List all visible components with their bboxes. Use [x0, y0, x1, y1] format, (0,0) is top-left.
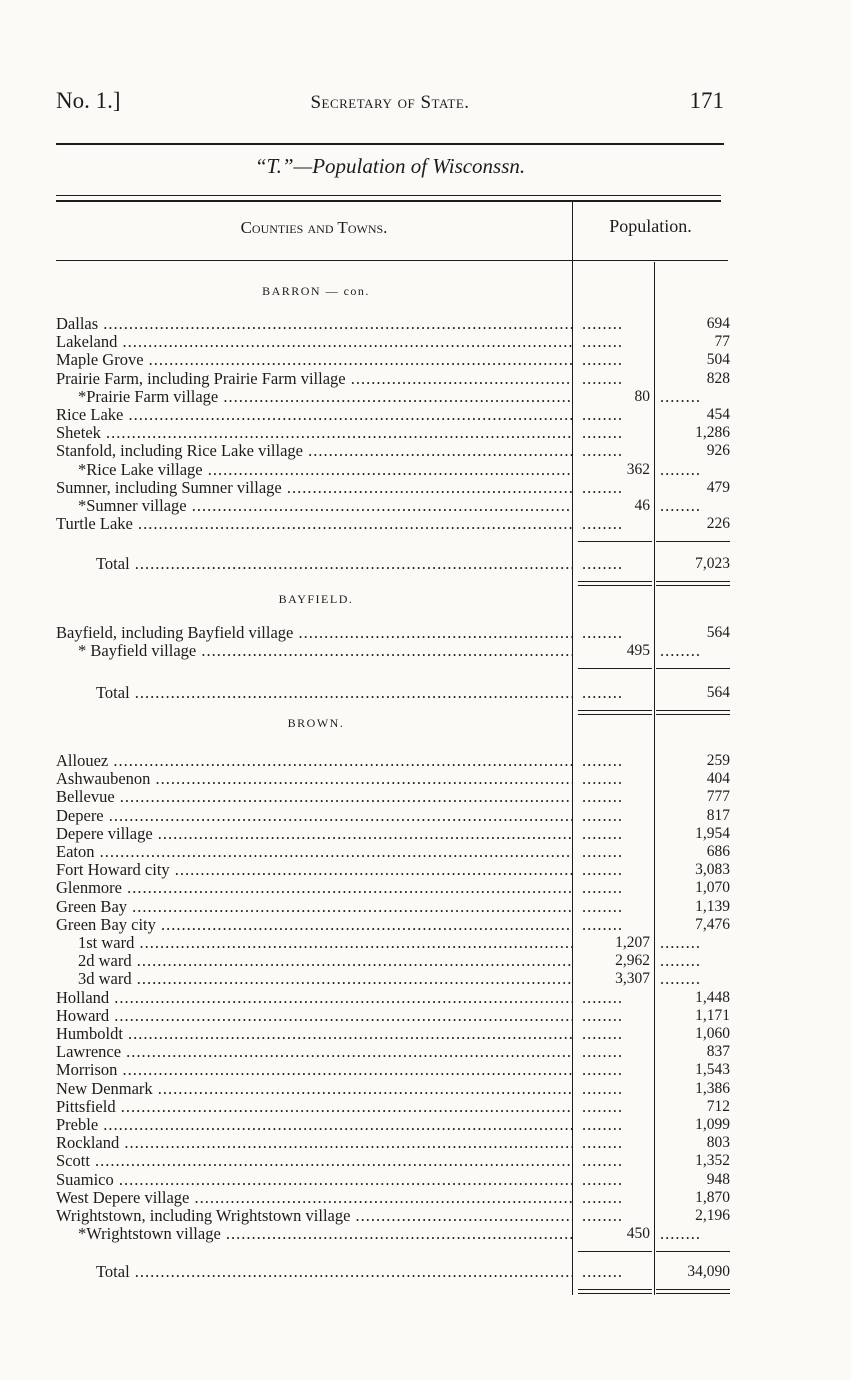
row-label: Stanfold, including Rice Lake village .....: [56, 442, 572, 460]
total-row: [56, 684, 730, 702]
leader-dots: ........: [582, 1006, 623, 1025]
leader-dots: ........: [582, 1025, 623, 1043]
table-row: [56, 624, 730, 642]
village-population: 3,307: [615, 970, 650, 988]
leader-dots: ........: [582, 1263, 623, 1282]
row-label: Depere .....: [56, 807, 572, 825]
leader-dots: ........: [582, 915, 623, 934]
table-row: [56, 1152, 730, 1170]
table-top-rule: [56, 195, 721, 196]
leader-dots: ........: [660, 970, 701, 989]
town-population: 226: [706, 515, 730, 533]
leader-dots: ........: [582, 752, 623, 770]
leader-dots: ........: [582, 684, 623, 703]
town-population: 1,070: [695, 879, 730, 897]
row-label: Bayfield, including Bayfield village .....: [56, 624, 572, 642]
table-row: [56, 788, 730, 806]
row-label: Fort Howard city .....: [56, 861, 572, 879]
town-population: 2,196: [695, 1207, 730, 1224]
leader-dots: ........: [582, 1097, 623, 1116]
table-row: [56, 442, 730, 460]
section-heading: BARRON — con.: [262, 284, 370, 298]
table-row: [56, 1189, 730, 1207]
leader-dots: ........: [582, 555, 623, 574]
subtotal-rule: [578, 541, 652, 542]
subtotal-rule: [656, 668, 730, 669]
table-row: [56, 1007, 730, 1025]
table-row: [56, 515, 730, 533]
total-row: [56, 555, 730, 573]
row-label: Shetek .....: [56, 424, 572, 442]
town-population: 803: [706, 1134, 730, 1152]
document-number: No. 1.]: [56, 88, 121, 113]
leader-dots: ........: [582, 879, 623, 898]
town-population: 694: [706, 315, 730, 332]
table-row: [56, 861, 730, 879]
town-population: 504: [706, 351, 730, 369]
table-row: [56, 497, 730, 515]
leader-dots: ........: [582, 788, 623, 807]
row-label: *Sumner village .....: [78, 497, 572, 515]
table-row: [56, 843, 730, 861]
town-population: 1,286: [695, 424, 730, 442]
row-label: Morrison .....: [56, 1061, 572, 1079]
leader-dots: ........: [582, 624, 623, 642]
row-label: Humboldt .....: [56, 1025, 572, 1043]
village-population: 495: [626, 642, 650, 660]
table-row: [56, 315, 730, 333]
double-rule-top: [578, 710, 652, 711]
subtotal-rule: [656, 1251, 730, 1252]
row-label: West Depere village .....: [56, 1189, 572, 1207]
row-label: Prairie Farm, including Prairie Farm village .....: [56, 370, 572, 388]
row-label: Turtle Lake .....: [56, 515, 572, 533]
table-row: [56, 752, 730, 770]
section-heading: BAYFIELD.: [278, 592, 354, 606]
leader-dots: ........: [582, 369, 623, 388]
table-row: [56, 351, 730, 369]
double-rule-top: [578, 1289, 652, 1290]
total-value: 34,090: [687, 1263, 730, 1281]
row-label: Rice Lake .....: [56, 406, 572, 424]
table-row: [56, 388, 730, 406]
total-label: Total .....: [96, 684, 572, 702]
leader-dots: ........: [582, 1188, 623, 1207]
row-label: * Bayfield village .....: [78, 642, 572, 660]
leader-dots: ........: [582, 333, 623, 352]
table-row: [56, 898, 730, 916]
page-number: 171: [689, 88, 724, 113]
leader-dots: ........: [660, 460, 701, 479]
town-population: 404: [706, 770, 730, 788]
town-population: 1,171: [695, 1006, 730, 1024]
table-row: [56, 1171, 730, 1189]
town-population: 837: [706, 1043, 730, 1061]
table-row: [56, 370, 730, 388]
leader-dots: ........: [582, 1134, 623, 1153]
leader-dots: ........: [582, 515, 623, 534]
subtotal-rule: [578, 668, 652, 669]
town-population: 828: [706, 369, 730, 387]
table-row: [56, 916, 730, 934]
town-population: 77: [714, 333, 730, 351]
leader-dots: ........: [582, 806, 623, 825]
row-label: Allouez .....: [56, 752, 572, 770]
table-row: [56, 770, 730, 788]
row-label: 3d ward .....: [78, 970, 572, 988]
row-label: Lawrence .....: [56, 1043, 572, 1061]
section-heading: BROWN.: [287, 716, 345, 730]
leader-dots: ........: [582, 843, 623, 861]
leader-dots: ........: [582, 1043, 623, 1062]
town-population: 712: [706, 1097, 730, 1115]
leader-dots: ........: [582, 1061, 623, 1080]
town-population: 777: [706, 788, 730, 806]
row-label: Pittsfield .....: [56, 1098, 572, 1116]
leader-dots: ........: [582, 770, 623, 789]
double-rule-top: [578, 581, 652, 582]
leader-dots: ........: [582, 478, 623, 497]
table-row: [56, 1207, 730, 1225]
town-population: 1,352: [695, 1152, 730, 1170]
town-population: 1,386: [695, 1079, 730, 1097]
row-label: Howard .....: [56, 1007, 572, 1025]
column-header-population: Population.: [609, 216, 692, 236]
table-row: [56, 1134, 730, 1152]
leader-dots: ........: [582, 1079, 623, 1098]
table-row: [56, 1061, 730, 1079]
town-population: 1,099: [695, 1116, 730, 1133]
town-population: 948: [706, 1170, 730, 1188]
row-label: Depere village .....: [56, 825, 572, 843]
column-divider: [654, 262, 655, 1295]
table-row: [56, 879, 730, 897]
row-label: Maple Grove .....: [56, 351, 572, 369]
leader-dots: ........: [582, 1207, 623, 1225]
town-population: 1,954: [695, 824, 730, 842]
double-rule-bottom: [656, 714, 730, 715]
town-population: 3,083: [695, 861, 730, 879]
village-population: 80: [634, 387, 650, 405]
leader-dots: ........: [582, 351, 623, 370]
town-population: 479: [706, 478, 730, 496]
row-label: Holland .....: [56, 989, 572, 1007]
row-label: New Denmark .....: [56, 1080, 572, 1098]
row-label: 1st ward .....: [78, 934, 572, 952]
row-label: Rockland .....: [56, 1134, 572, 1152]
leader-dots: ........: [660, 387, 701, 406]
town-population: 926: [706, 442, 730, 460]
leader-dots: ........: [582, 861, 623, 880]
table-title: “T.”—Population of Wisconssn.: [254, 154, 526, 178]
leader-dots: ........: [660, 642, 701, 661]
table-row: [56, 807, 730, 825]
row-label: Ashwaubenon .....: [56, 770, 572, 788]
total-value: 7,023: [695, 555, 730, 573]
table-row: [56, 424, 730, 442]
total-label: Total .....: [96, 555, 572, 573]
leader-dots: ........: [582, 897, 623, 916]
town-population: 1,139: [695, 897, 730, 915]
row-label: *Rice Lake village .....: [78, 461, 572, 479]
row-label: *Prairie Farm village .....: [78, 388, 572, 406]
double-rule-bottom: [578, 1293, 652, 1294]
row-label: 2d ward .....: [78, 952, 572, 970]
column-header-counties: Counties and Towns.: [240, 218, 388, 237]
leader-dots: ........: [582, 1116, 623, 1134]
town-population: 1,448: [695, 988, 730, 1006]
row-label: Wrightstown, including Wrightstown village .....: [56, 1207, 572, 1225]
leader-dots: ........: [660, 1225, 701, 1244]
table-row: [56, 1080, 730, 1098]
town-population: 1,543: [695, 1061, 730, 1079]
double-rule-bottom: [578, 714, 652, 715]
table-row: [56, 461, 730, 479]
leader-dots: ........: [582, 424, 623, 443]
village-population: 362: [626, 460, 650, 478]
row-label: Green Bay .....: [56, 898, 572, 916]
town-population: 686: [706, 843, 730, 860]
town-population: 817: [706, 806, 730, 824]
village-population: 450: [626, 1225, 650, 1243]
table-row: [56, 989, 730, 1007]
table-row: [56, 642, 730, 660]
leader-dots: ........: [582, 1170, 623, 1189]
leader-dots: ........: [660, 952, 701, 971]
double-rule-top: [656, 1289, 730, 1290]
row-label: Green Bay city .....: [56, 916, 572, 934]
town-population: 1,870: [695, 1188, 730, 1206]
town-population: 454: [706, 406, 730, 423]
row-label: Scott .....: [56, 1152, 572, 1170]
running-header: [56, 88, 724, 122]
row-label: *Wrightstown village .....: [78, 1225, 572, 1243]
leader-dots: ........: [582, 406, 623, 424]
row-label: Lakeland .....: [56, 333, 572, 351]
leader-dots: ........: [582, 1152, 623, 1171]
double-rule-bottom: [656, 585, 730, 586]
village-population: 1,207: [615, 934, 650, 951]
subtotal-rule: [578, 1251, 652, 1252]
total-label: Total .....: [96, 1263, 572, 1281]
village-population: 46: [634, 497, 650, 514]
table-row: [56, 333, 730, 351]
leader-dots: ........: [582, 824, 623, 843]
table-row: [56, 825, 730, 843]
leader-dots: ........: [582, 988, 623, 1007]
column-divider: [572, 200, 573, 1295]
table-row: [56, 1225, 730, 1243]
total-row: [56, 1263, 730, 1281]
leader-dots: ........: [660, 497, 701, 515]
table-row: [56, 1098, 730, 1116]
column-header-rule: [56, 260, 728, 261]
leader-dots: ........: [582, 315, 623, 333]
table-row: [56, 1043, 730, 1061]
header-rule: [56, 143, 724, 145]
total-value: 564: [706, 684, 730, 702]
table-row: [56, 934, 730, 952]
table-top-rule-2: [56, 200, 721, 202]
leader-dots: ........: [582, 442, 623, 461]
table-row: [56, 479, 730, 497]
row-label: Glenmore .....: [56, 879, 572, 897]
table-row: [56, 1025, 730, 1043]
subtotal-rule: [656, 541, 730, 542]
leader-dots: ........: [660, 934, 701, 952]
row-label: Suamico .....: [56, 1171, 572, 1189]
row-label: Dallas .....: [56, 315, 572, 333]
double-rule-top: [656, 710, 730, 711]
table-row: [56, 970, 730, 988]
row-label: Sumner, including Sumner village .....: [56, 479, 572, 497]
row-label: Eaton .....: [56, 843, 572, 861]
table-row: [56, 1116, 730, 1134]
village-population: 2,962: [615, 952, 650, 970]
town-population: 564: [706, 624, 730, 641]
town-population: 7,476: [695, 915, 730, 933]
double-rule-top: [656, 581, 730, 582]
row-label: Bellevue .....: [56, 788, 572, 806]
row-label: Preble .....: [56, 1116, 572, 1134]
town-population: 1,060: [695, 1025, 730, 1042]
table-row: [56, 406, 730, 424]
town-population: 259: [706, 752, 730, 769]
table-row: [56, 952, 730, 970]
department-heading: Secretary of State.: [310, 92, 470, 113]
double-rule-bottom: [578, 585, 652, 586]
double-rule-bottom: [656, 1293, 730, 1294]
